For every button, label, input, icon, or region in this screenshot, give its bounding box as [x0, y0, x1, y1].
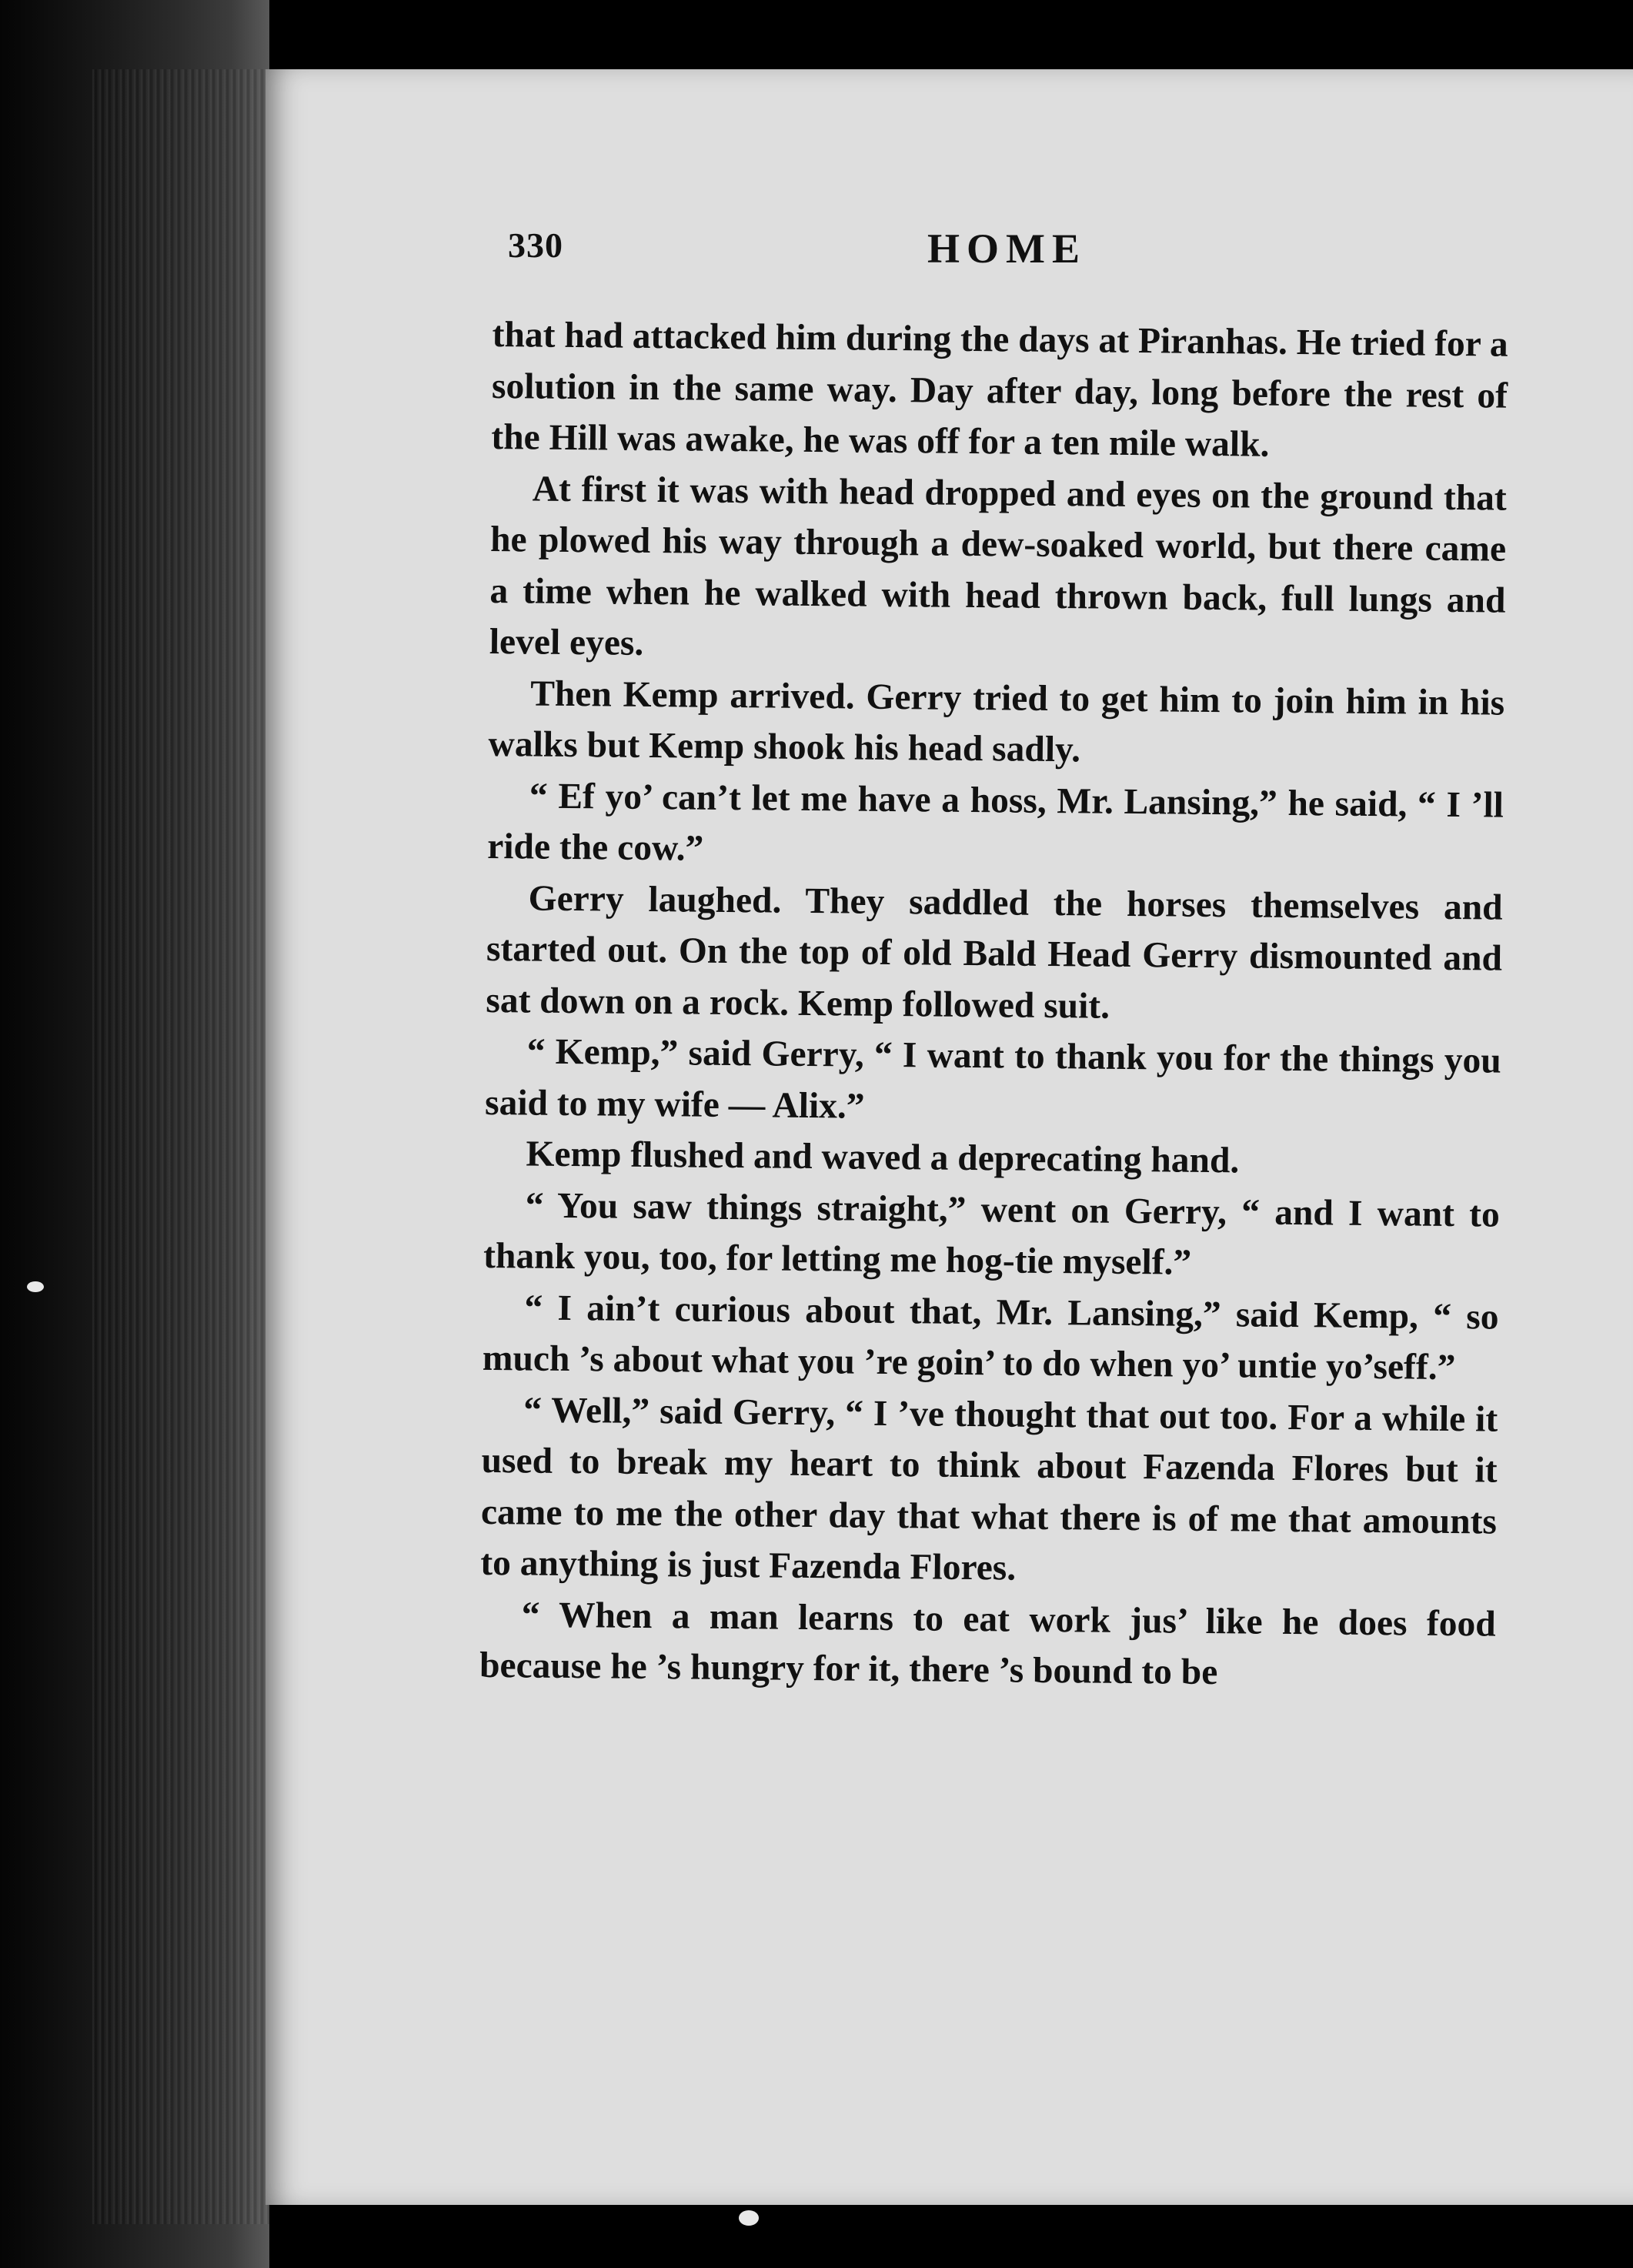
paper-speck — [739, 2210, 759, 2226]
paragraph: “ You saw things straight,” went on Gerry, “ and I want to thank you, too, for letting me hog-tie myself.” — [483, 1184, 1501, 1283]
binding-texture — [92, 69, 269, 2224]
paragraph: “ Ef yo’ can’t let me have a hoss, Mr. Lansing,” he said, “ I ’ll ride the cow.” — [487, 775, 1504, 869]
paragraph: “ I ain’t curious about that, Mr. Lansing,” said Kemp, “ so much ’s about what you ’re goin’ to do when yo’ untie yo’seff.” — [482, 1287, 1499, 1388]
paragraph: Then Kemp arrived. Gerry tried to get him to join him in his walks but Kemp shook his head sadly. — [488, 673, 1505, 770]
paper-speck — [27, 1281, 44, 1292]
paragraph: “ Well,” said Gerry, “ I ’ve thought that out too. For a while it used to break my heart to think about Fazenda Flores but it came to me the other day that what there is of me that amounts to anything is just Fazenda Flores. — [480, 1389, 1498, 1588]
paragraph: At first it was with head dropped and eyes on the ground that he plowed his way through a dew-soaked world, but there came a time when he walked with head thrown back, full lungs and level eyes. — [489, 469, 1507, 663]
paragraph: “ Kemp,” said Gerry, “ I want to thank you for the things you said to my wife — Alix.” — [484, 1031, 1501, 1127]
page-number: 330 — [508, 225, 563, 265]
paragraph: that had attacked him during the days at Piranhas. He tried for a solution in the same way. Day after day, long before the rest of the Hill was awake, he was off for a ten mile walk. — [491, 314, 1508, 465]
running-head: HOME — [927, 225, 1087, 272]
book-binding-gutter — [0, 0, 269, 2268]
body-text — [479, 309, 1508, 1701]
paragraph: “ When a man learns to eat work jus’ like he does food because he ’s hungry for it, there ’s bound to be — [479, 1594, 1496, 1693]
page-header — [508, 225, 1531, 279]
paragraph: Kemp flushed and waved a deprecating hand. — [526, 1134, 1240, 1181]
paragraph: Gerry laughed. They saddled the horses themselves and started out. On the top of old Bald Head Gerry dismounted and sat down on a rock. Kemp followed suit. — [486, 877, 1503, 1027]
